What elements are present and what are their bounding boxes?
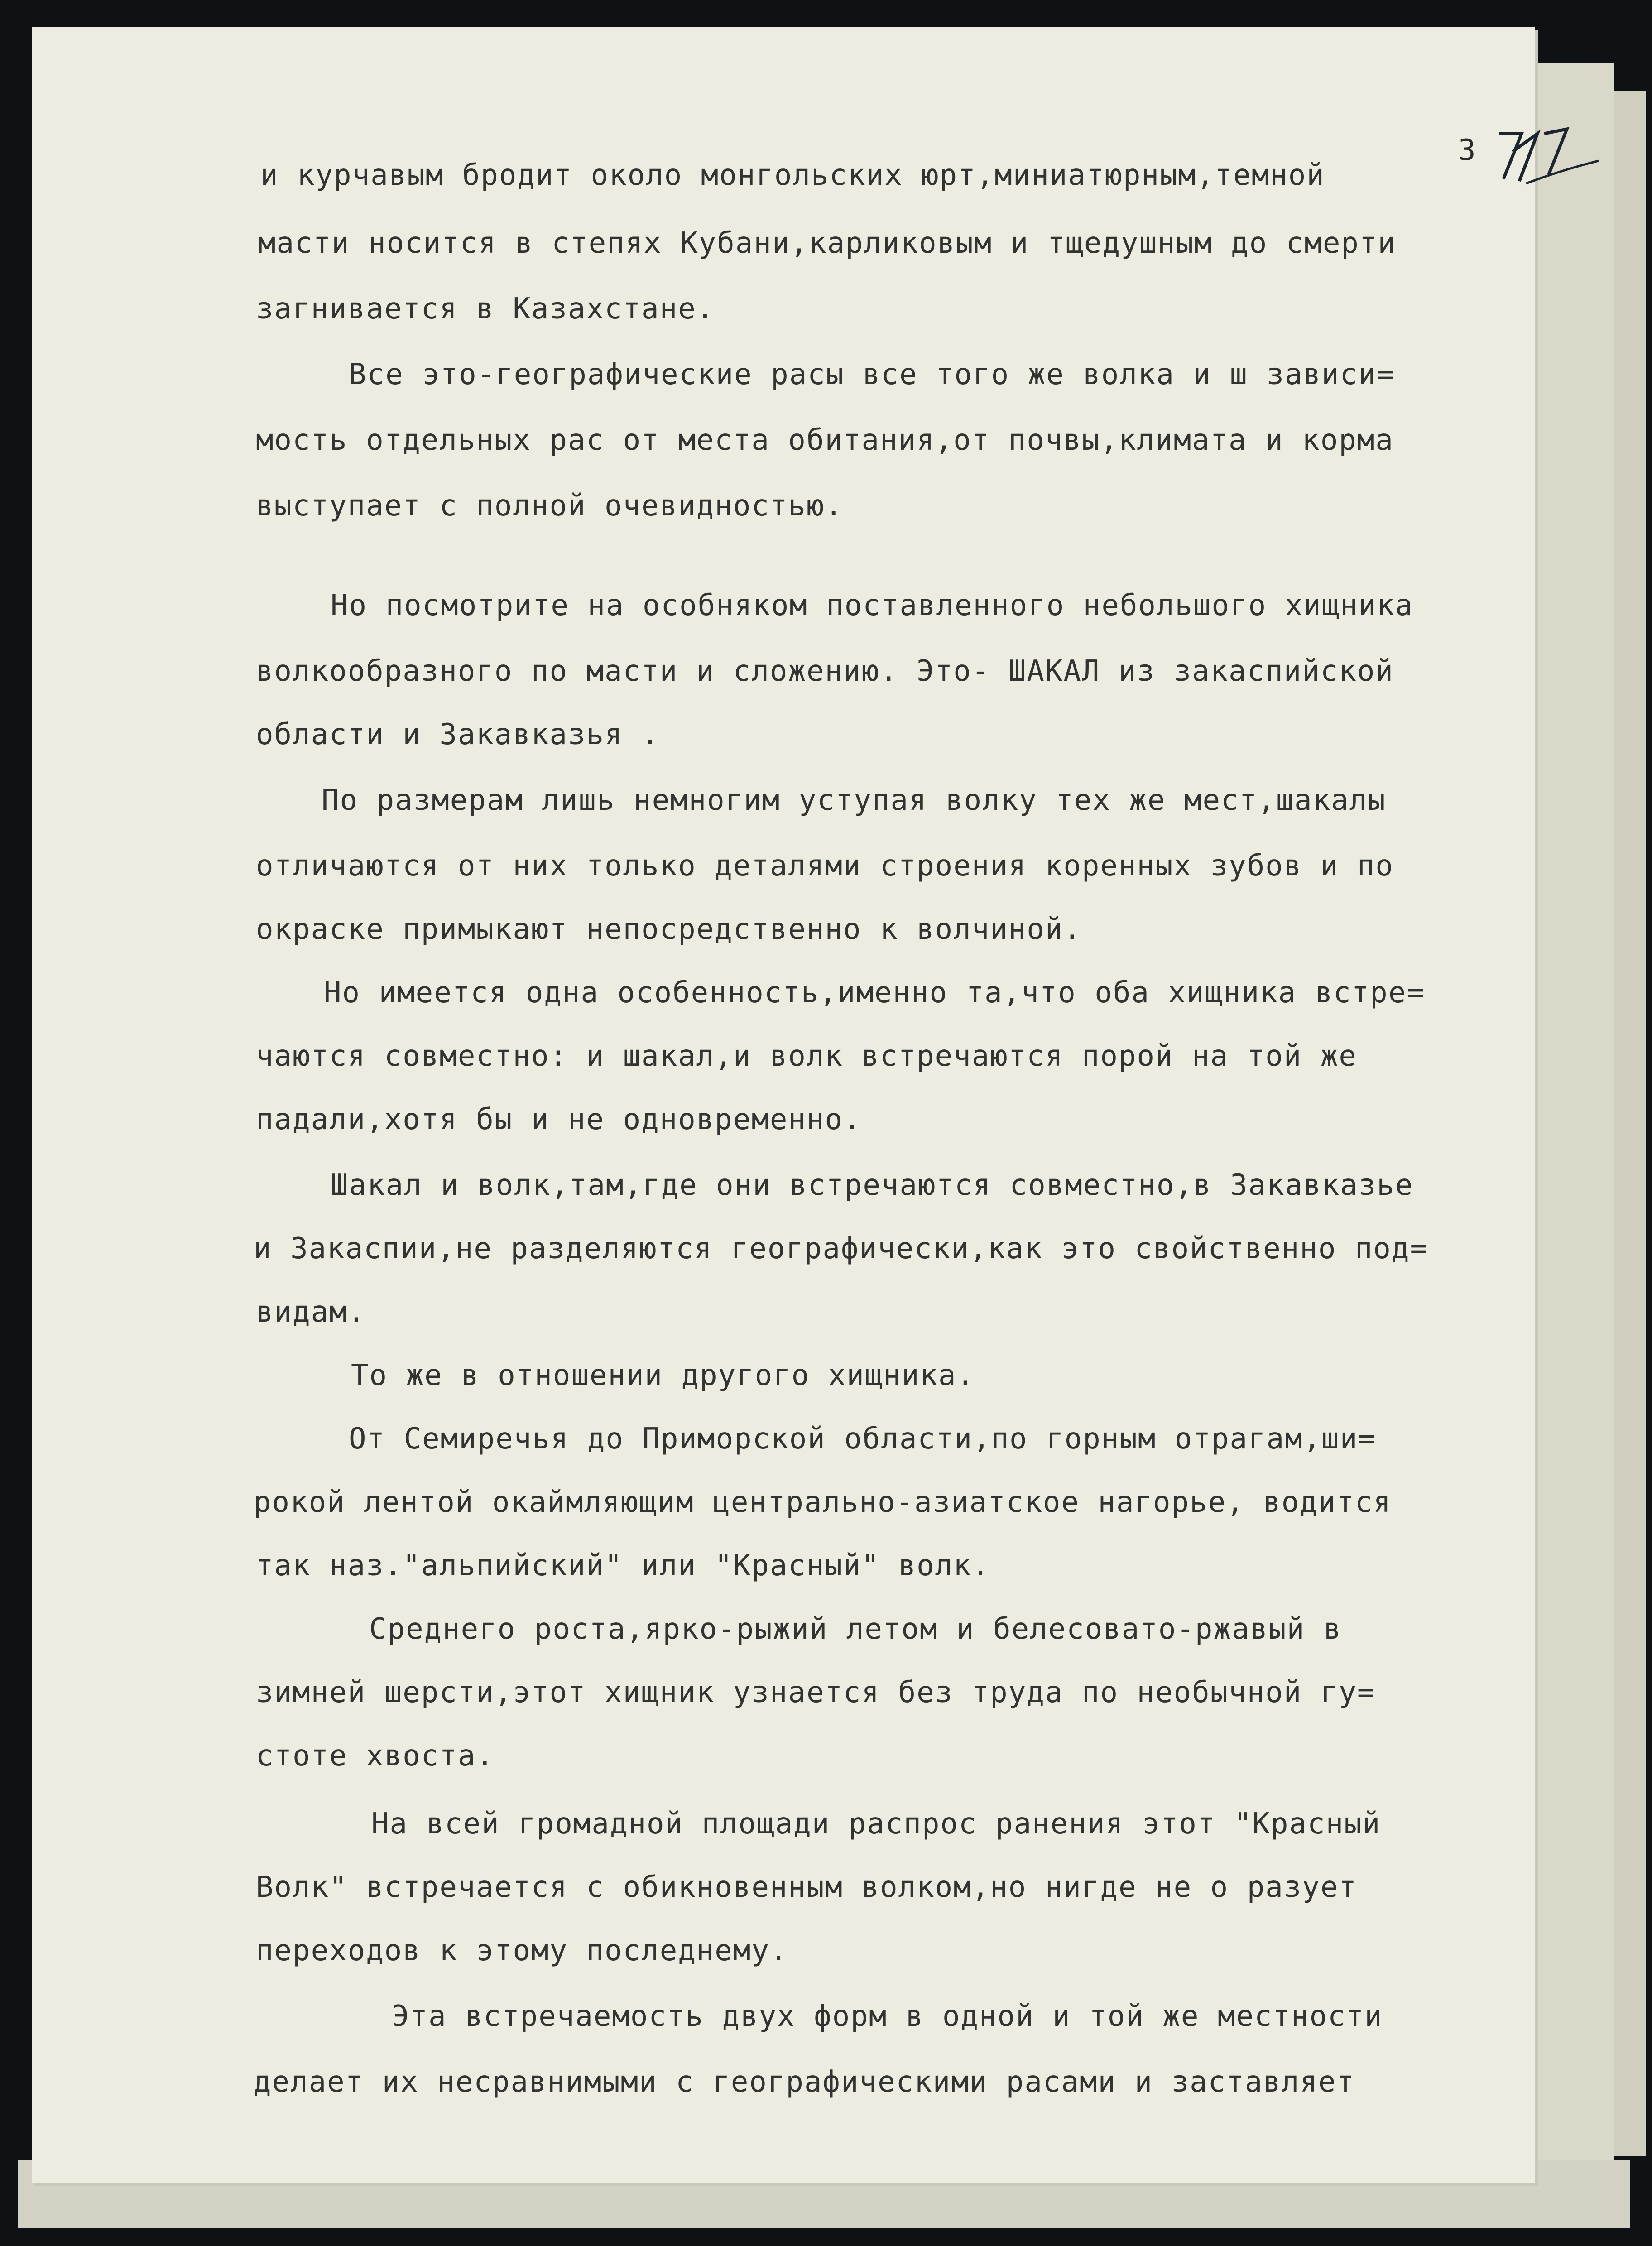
page-number: 3 xyxy=(1458,134,1476,167)
text-line: мость отдельных рас от места обитания,от почвы,климата и корма xyxy=(256,423,1394,457)
text-line: Но посмотрите на особняком поставленного небольшого хищника xyxy=(331,589,1414,622)
text-line: На всей громадной площади распрос ранения этот "Красный xyxy=(371,1807,1381,1841)
text-line: Но имеется одна особенность,именно та,что оба хищника встре= xyxy=(324,976,1425,1010)
text-line: загнивается в Казахстане. xyxy=(256,292,715,326)
text-line: масти носится в степях Кубани,карликовым и тщедушным до смерти xyxy=(258,226,1396,260)
text-line: так наз."альпийский" или "Красный" волк. xyxy=(256,1549,990,1582)
text-line: Шакал и волк,там,где они встречаются совместно,в Закавказье xyxy=(331,1169,1414,1202)
text-line: и курчавым бродит около монгольских юрт,миниатюрным,темной xyxy=(260,159,1325,192)
text-line: По размерам лишь немногим уступая волку тех же мест,шакалы xyxy=(322,784,1386,817)
text-line: окраске примыкают непосредственно к волчиной. xyxy=(256,913,1082,946)
text-line: То же в отношении другого хищника. xyxy=(351,1359,975,1392)
text-line: области и Закавказья . xyxy=(256,718,660,751)
text-line: делает их несравнимыми с географическими расами и заставляет xyxy=(254,2065,1355,2099)
typewritten-page xyxy=(32,27,1535,2183)
text-line: отличаются от них только деталями строения коренных зубов и по xyxy=(256,849,1394,883)
text-line: видам. xyxy=(256,1295,366,1329)
text-line: волкообразного по масти и сложению. Это- ШАКАЛ из закаспийской xyxy=(256,654,1394,688)
text-line: чаются совместно: и шакал,и волк встречаются порой на той же xyxy=(256,1039,1357,1073)
text-line: Эта встречаемость двух форм в одной и той же местности xyxy=(392,2000,1383,2033)
text-line: зимней шерсти,этот хищник узнается без труда по необычной гу= xyxy=(256,1676,1376,1709)
text-line: стоте хвоста. xyxy=(256,1739,495,1773)
text-line: От Семиречья до Приморской области,по горным отрагам,ши= xyxy=(349,1422,1377,1456)
text-line: выступает с полной очевидностью. xyxy=(256,489,843,523)
text-line: рокой лентой окаймляющим центрально-азиатское нагорье, водится xyxy=(254,1486,1392,1519)
text-line: падали,хотя бы и не одновременно. xyxy=(256,1103,862,1136)
text-line: и Закаспии,не разделяются географически,как это свойственно под= xyxy=(254,1232,1428,1265)
text-line: переходов к этому последнему. xyxy=(256,1934,788,1967)
handwritten-folio-mark xyxy=(1494,125,1603,192)
text-line: Все это-географические расы все того же волка и ш зависи= xyxy=(349,358,1395,391)
text-line: Волк" встречается с обикновенным волком,но нигде не о разует xyxy=(256,1871,1357,1904)
text-line: Среднего роста,ярко-рыжий летом и белесовато-ржавый в xyxy=(369,1612,1342,1646)
